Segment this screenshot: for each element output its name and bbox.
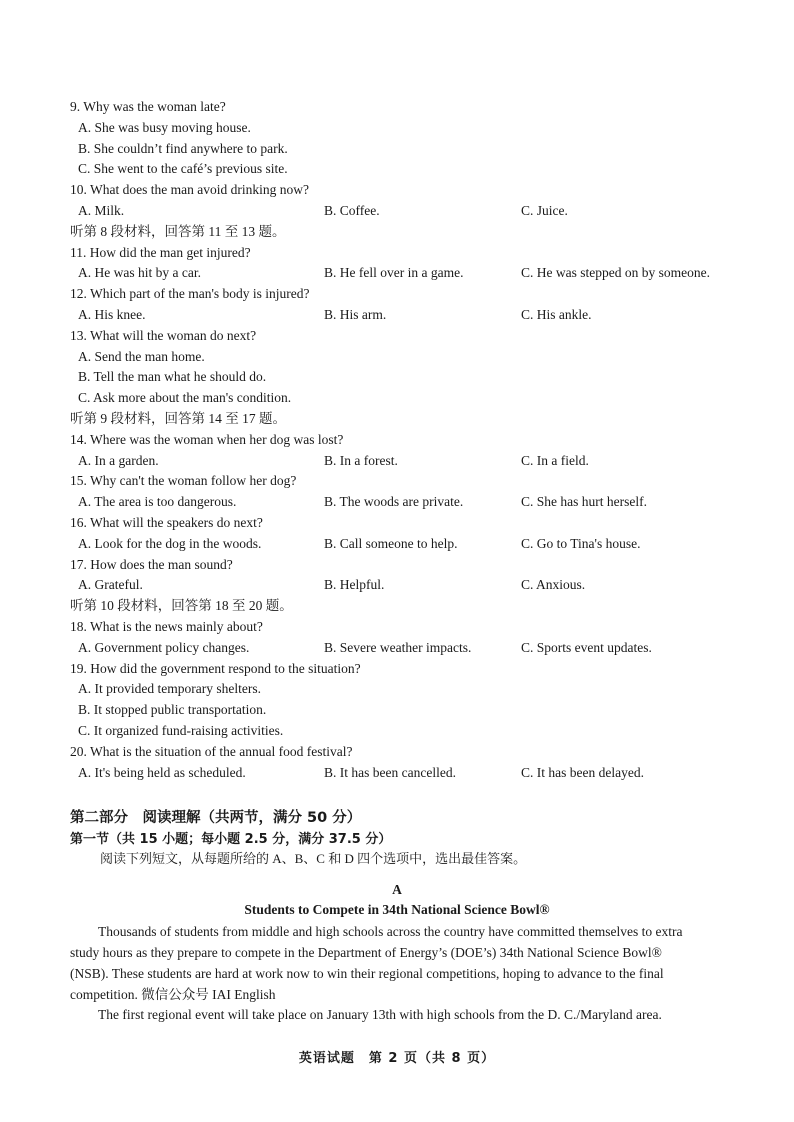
option-b: B. His arm. <box>324 307 387 322</box>
options-row <box>0 263 794 283</box>
question-text: 13. What will the woman do next? <box>70 328 257 343</box>
line-text: study hours as they prepare to compete in the Department of Energy’s (DOE’s) 34th National Science Bowl® <box>70 945 662 960</box>
question-row <box>0 742 794 762</box>
paragraph-line <box>70 984 724 1005</box>
options-row <box>0 451 794 471</box>
option-text: A. Send the man home. <box>78 349 205 364</box>
option-a: A. The area is too dangerous. <box>78 494 237 509</box>
option-a: A. Milk. <box>78 203 125 218</box>
question-text: 15. Why can't the woman follow her dog? <box>70 473 297 488</box>
question-row <box>0 409 794 429</box>
option-text: A. She was busy moving house. <box>78 120 251 135</box>
option-row <box>0 367 794 387</box>
line-text: competition. 微信公众号 IAI English <box>70 987 276 1002</box>
options-row <box>0 534 794 554</box>
option-a: A. He was hit by a car. <box>78 265 201 280</box>
option-row <box>0 388 794 408</box>
options-row <box>0 763 794 783</box>
option-row <box>0 721 794 741</box>
option-row <box>0 118 794 138</box>
question-row <box>0 596 794 616</box>
line-text: The first regional event will take place on January 13th with high schools from the D. C./Maryland area. <box>98 1007 662 1022</box>
option-a: A. It's being held as scheduled. <box>78 765 246 780</box>
option-b: B. In a forest. <box>324 453 398 468</box>
question-row <box>0 471 794 491</box>
option-b: B. He fell over in a game. <box>324 265 464 280</box>
question-text: 19. How did the government respond to the situation? <box>70 661 361 676</box>
option-b: B. It has been cancelled. <box>324 765 456 780</box>
question-text: 11. How did the man get injured? <box>70 245 251 260</box>
option-a: A. His knee. <box>78 307 146 322</box>
question-text: 听第 9 段材料，回答第 14 至 17 题。 <box>70 411 286 426</box>
question-row <box>0 97 794 117</box>
option-c: C. Go to Tina's house. <box>521 536 641 551</box>
option-b: B. Helpful. <box>324 577 385 592</box>
options-row <box>0 492 794 512</box>
question-text: 20. What is the situation of the annual food festival? <box>70 744 353 759</box>
option-text: C. She went to the café’s previous site. <box>78 161 288 176</box>
question-text: 17. How does the man sound? <box>70 557 233 572</box>
line-text: Thousands of students from middle and high schools across the country have committed themselves to extra <box>98 924 683 939</box>
options-row <box>0 305 794 325</box>
question-text: 9. Why was the woman late? <box>70 99 226 114</box>
paragraph-line <box>70 921 724 942</box>
option-a: A. Look for the dog in the woods. <box>78 536 262 551</box>
option-a: A. Government policy changes. <box>78 640 250 655</box>
option-c: C. In a field. <box>521 453 589 468</box>
part2-heading: 第二部分 阅读理解（共两节，满分 50 分） <box>70 810 362 826</box>
option-text: B. She couldn’t find anywhere to park. <box>78 141 288 156</box>
options-row <box>0 575 794 595</box>
question-row <box>0 284 794 304</box>
options-row <box>0 201 794 221</box>
option-c: C. He was stepped on by someone. <box>521 265 710 280</box>
question-text: 听第 8 段材料，回答第 11 至 13 题。 <box>70 224 286 239</box>
option-a: A. In a garden. <box>78 453 159 468</box>
option-c: C. Anxious. <box>521 577 586 592</box>
passage-paragraph-2 <box>70 1004 724 1025</box>
question-row <box>0 326 794 346</box>
option-b: B. Call someone to help. <box>324 536 458 551</box>
paragraph-line <box>70 942 724 963</box>
option-c: C. She has hurt herself. <box>521 494 647 509</box>
option-b: B. The woods are private. <box>324 494 464 509</box>
question-text: 听第 10 段材料，回答第 18 至 20 题。 <box>70 598 293 613</box>
passage-title: Students to Compete in 34th National Science Bowl® <box>244 902 550 917</box>
section1-heading: 第一节（共 15 小题；每小题 2.5 分，满分 37.5 分） <box>70 832 392 847</box>
option-row <box>0 347 794 367</box>
question-text: 18. What is the news mainly about? <box>70 619 263 634</box>
option-text: A. It provided temporary shelters. <box>78 681 261 696</box>
passage-paragraph-1 <box>70 921 724 1005</box>
options-row <box>0 638 794 658</box>
question-row <box>0 659 794 679</box>
passage-letter: A <box>392 882 402 897</box>
option-row <box>0 679 794 699</box>
question-text: 12. Which part of the man's body is injured? <box>70 286 310 301</box>
question-row <box>0 513 794 533</box>
question-row <box>0 430 794 450</box>
paragraph-line <box>70 1004 724 1025</box>
option-row <box>0 159 794 179</box>
option-c: C. His ankle. <box>521 307 592 322</box>
option-b: B. Coffee. <box>324 203 380 218</box>
paragraph-line <box>70 963 724 984</box>
option-text: C. It organized fund-raising activities. <box>78 723 284 738</box>
question-row <box>0 180 794 200</box>
question-row <box>0 617 794 637</box>
line-text: (NSB). These students are hard at work now to win their regional competitions, hoping to advance to the final <box>70 966 664 981</box>
option-a: A. Grateful. <box>78 577 143 592</box>
option-text: B. It stopped public transportation. <box>78 702 267 717</box>
question-row <box>0 555 794 575</box>
question-row <box>0 222 794 242</box>
page-footer: 英语试题 第 2 页（共 8 页） <box>298 1051 496 1066</box>
question-text: 14. Where was the woman when her dog was lost? <box>70 432 344 447</box>
question-text: 16. What will the speakers do next? <box>70 515 263 530</box>
question-text: 10. What does the man avoid drinking now? <box>70 182 309 197</box>
option-c: C. Juice. <box>521 203 568 218</box>
reading-instruction: 阅读下列短文，从每题所给的 A、B、C 和 D 四个选项中，选出最佳答案。 <box>100 851 527 866</box>
option-b: B. Severe weather impacts. <box>324 640 472 655</box>
option-text: B. Tell the man what he should do. <box>78 369 267 384</box>
option-c: C. Sports event updates. <box>521 640 652 655</box>
option-row <box>0 139 794 159</box>
question-row <box>0 243 794 263</box>
option-row <box>0 700 794 720</box>
option-c: C. It has been delayed. <box>521 765 644 780</box>
option-text: C. Ask more about the man's condition. <box>78 390 292 405</box>
